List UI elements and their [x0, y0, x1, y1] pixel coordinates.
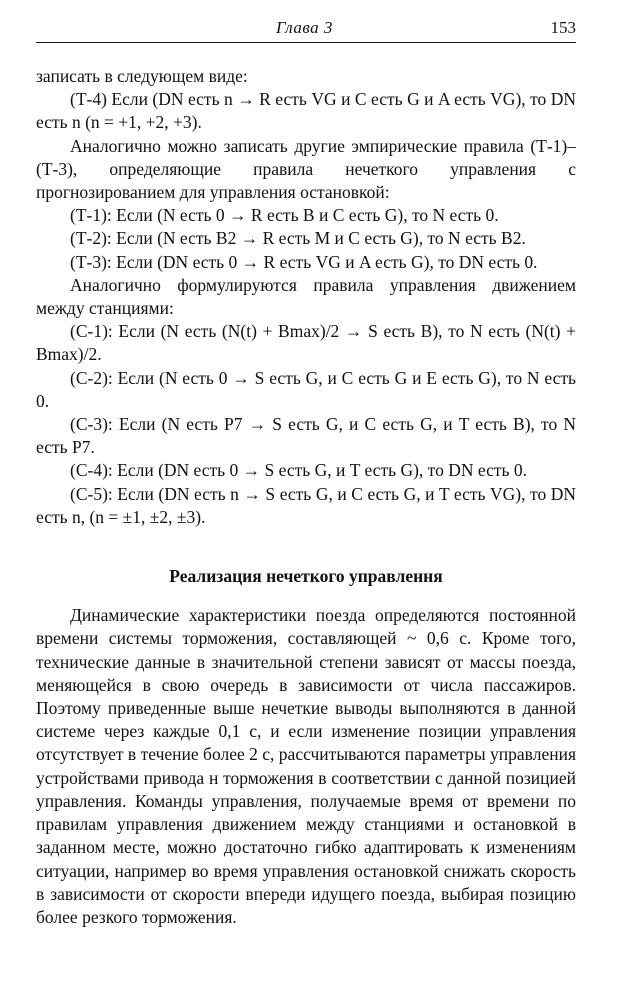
- page-number: 153: [550, 18, 576, 37]
- rule-t4: (Т-4) Если (DN есть n → R есть VG и C есть G и A есть VG), то DN есть n (n = +1, +2, +3).: [36, 89, 576, 133]
- paragraph-dynamics: Динамические характеристики поезда определяются постоянной времени системы торможения, составляющей ~ 0,6 с. Кроме того, технические данные в значительной степени зависят от массы поезда, меняющейся в свою очередь в зависимости от числа пассажиров. Поэтому приведенные выше нечеткие выводы выполняются в данной системе через каждые 0,1 с, и если изменение позиции управления отсутствует в течение более 2 с, рассчитываются параметры управления устройствами привода н торможения в соответствии с данной позицией управления. Команды управления, получаемые время от времени по правилам управления движением между станциями и остановкой в заданном месте, можно достаточно гибко адаптировать к изменениям ситуации, например во время управления остановкой снижать скорость в зависимости от скорости впереди идущего поезда, выбирая позицию более резкого торможения.: [36, 605, 576, 927]
- rule-t1: (Т-1): Если (N есть 0 → R есть B и C есть G), то N есть 0.: [70, 205, 499, 226]
- section-heading: Реализация нечеткого управлення: [169, 566, 443, 587]
- rule-c2: (С-2): Если (N есть 0 → S есть G, и C есть G и E есть G), то N есть 0.: [36, 367, 576, 411]
- paragraph-intro-station: Аналогично формулируются правила управления движением между станциями:: [36, 274, 576, 319]
- paragraph-intro-rules: Аналогично можно записать другие эмпирические правила (Т-1)–(Т-3), определяющие правила нечеткого управления с прогнозированием для управления остановкой:: [36, 135, 576, 203]
- chapter-title: Глава 3: [276, 18, 333, 37]
- page-body: [36, 65, 576, 929]
- rule-c3: (С-3): Если (N есть P7 → S есть G, и C есть G, и T есть B), то N есть P7.: [36, 414, 576, 458]
- rule-c1: (С-1): Если (N есть (N(t) + Bmax)/2 → S есть B), то N есть (N(t) + Bmax)/2.: [36, 321, 576, 365]
- book-page: [36, 18, 576, 929]
- rule-c5: (С-5): Если (DN есть n → S есть G, и C есть G, и T есть VG), то DN есть n, (n = ±1, ±2, ±3).: [36, 483, 576, 527]
- rule-t2: (Т-2): Если (N есть B2 → R есть M и C есть G), то N есть B2.: [70, 228, 526, 249]
- running-header: [36, 18, 576, 43]
- rule-t3: (Т-3): Если (DN есть 0 → R есть VG и A есть G), то DN есть 0.: [70, 251, 538, 272]
- lead-line: записать в следующем виде:: [36, 66, 248, 86]
- rule-c4: (С-4): Если (DN есть 0 → S есть G, и T есть G), то DN есть 0.: [70, 460, 527, 481]
